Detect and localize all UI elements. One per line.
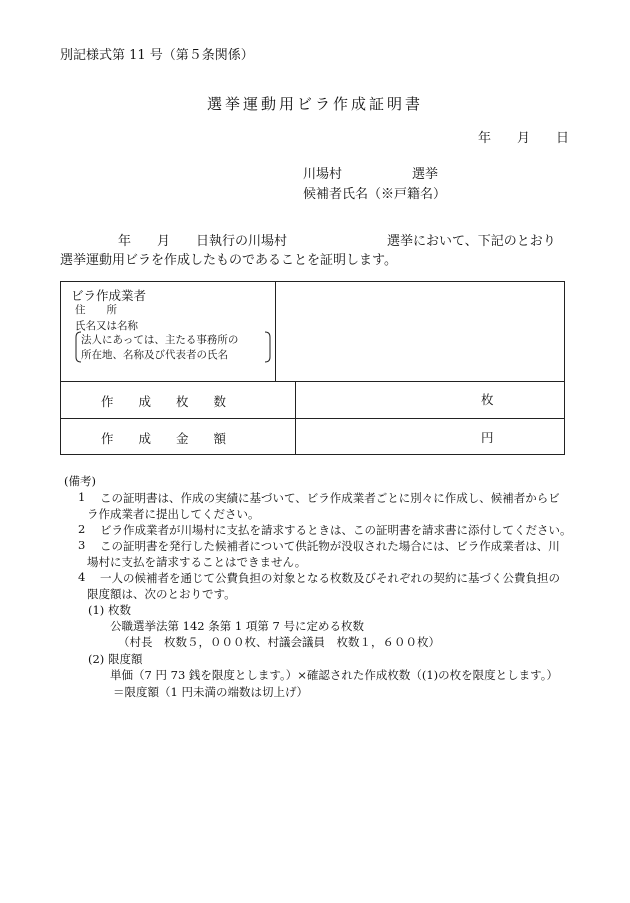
maker-table [60,281,565,455]
certification-line-1 [60,230,556,249]
table-row-line-1 [61,381,564,382]
remark-sub2-label: (2) 限度額 [88,652,143,666]
village-name: 川場村 [303,167,343,182]
remark-2-num: 2 [78,522,86,536]
count-label: 作 成 枚 数 [101,394,227,409]
document-title: 選挙運動用ビラ作成証明書 [206,95,423,113]
address-label: 住 所 [75,304,117,316]
certification-line-2: 選挙運動用ビラを作成したものであることを証明します。 [60,253,397,268]
remark-4-num: 4 [78,570,86,584]
table-divider-top [275,282,276,381]
amount-label: 作 成 金 額 [101,431,227,446]
table-row-line-2 [61,418,564,419]
form-number: 別記様式第 11 号（第５条関係） [60,48,254,63]
remark-sub1-line-2: （村長 枚数５，０００枚、村議会議員 枚数１，６００枚） [118,635,440,649]
remark-3-line-2: 場村に支払を請求することはできません。 [87,555,307,569]
remark-4-line-1: 一人の候補者を通じて公費負担の対象となる枚数及びそれぞれの契約に基づく公費負担の [100,571,560,585]
cert-election-rest: 選挙において、下記のとおり [387,234,556,249]
name-label: 氏名又は名称 [75,320,138,332]
corporate-note-bracket [75,331,271,363]
candidate-name-label: 候補者氏名（※戸籍名） [303,187,447,202]
date-day: 日 [556,131,570,146]
remark-4-line-2: 限度額は、次のとおりです。 [87,587,236,601]
maker-heading: ビラ作成業者 [71,288,147,303]
count-unit: 枚 [481,392,494,407]
remarks-heading: (備考) [64,474,96,488]
remark-sub1-line-1: 公職選挙法第 142 条第 1 項第 7 号に定める枚数 [110,619,365,633]
remark-sub2-line-1: 単価（7 円 73 銭を限度とします。）×確認された作成枚数（(1)の枚を限度とします。） [110,668,558,682]
cert-month: 月 [157,234,171,249]
amount-unit: 円 [481,430,494,445]
remark-2-line-1: ビラ作成業者が川場村に支払を請求するときは、この証明書を請求書に添付してください。 [100,523,572,537]
corporate-note-line-2: 所在地、名称及び代表者の氏名 [81,349,228,361]
cert-year: 年 [118,234,132,249]
date-year: 年 [478,131,492,146]
remark-1-line-2: ラ作成業者に提出してください。 [87,507,260,521]
remark-1-line-1: この証明書は、作成の実績に基づいて、ビラ作成業者ごとに別々に作成し、候補者からビ [100,491,560,505]
cert-day-exec: 日執行の川場村 [196,234,288,249]
election-label: 選挙 [412,167,439,182]
corporate-note-line-1: 法人にあっては、主たる事務所の [81,334,239,346]
remark-1-num: 1 [78,490,86,504]
date-line [478,127,569,146]
remark-sub1-label: (1) 枚数 [88,603,131,617]
remark-3-line-1: この証明書を発行した候補者について供託物が没収された場合には、ビラ作成業者は、川 [100,539,560,553]
remark-3-num: 3 [78,538,86,552]
date-month: 月 [517,131,531,146]
remark-sub2-line-2: ＝限度額（1 円未満の端数は切上げ） [113,685,308,699]
